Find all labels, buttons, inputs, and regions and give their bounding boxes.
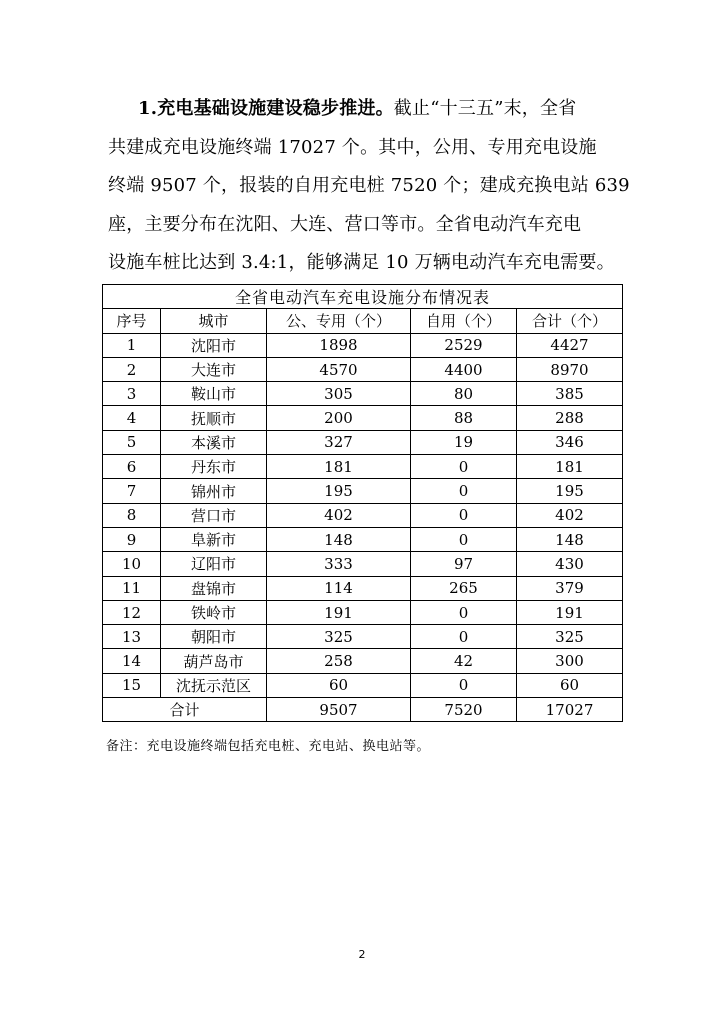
cell-private: 19	[411, 430, 517, 454]
table-row	[103, 406, 623, 430]
cell-index: 11	[103, 576, 161, 600]
cell-private: 0	[411, 455, 517, 479]
cell-private: 97	[411, 552, 517, 576]
cell-index: 3	[103, 382, 161, 406]
cell-city: 铁岭市	[161, 600, 267, 624]
table-row	[103, 673, 623, 697]
cell-index: 6	[103, 455, 161, 479]
cell-index: 13	[103, 625, 161, 649]
cell-public: 402	[267, 503, 411, 527]
charging-facility-table	[102, 284, 623, 722]
cell-total: 191	[517, 600, 623, 624]
cell-private: 0	[411, 503, 517, 527]
cell-public: 148	[267, 527, 411, 551]
cell-city: 丹东市	[161, 455, 267, 479]
table-row	[103, 333, 623, 357]
cell-total: 379	[517, 576, 623, 600]
total-label: 合计	[103, 698, 267, 722]
cell-public: 114	[267, 576, 411, 600]
cell-index: 12	[103, 600, 161, 624]
cell-city: 朝阳市	[161, 625, 267, 649]
cell-total: 385	[517, 382, 623, 406]
paragraph-heading: 1.充电基础设施建设稳步推进。	[138, 98, 394, 119]
table-row	[103, 600, 623, 624]
table-total-row	[103, 698, 623, 722]
cell-total: 325	[517, 625, 623, 649]
cell-city: 阜新市	[161, 527, 267, 551]
page-number: 2	[358, 948, 366, 961]
cell-private: 88	[411, 406, 517, 430]
cell-index: 9	[103, 527, 161, 551]
cell-public: 181	[267, 455, 411, 479]
table-title: 全省电动汽车充电设施分布情况表	[103, 285, 623, 309]
paragraph-line-1	[108, 90, 620, 129]
cell-public: 325	[267, 625, 411, 649]
cell-public: 327	[267, 430, 411, 454]
paragraph-line-3: 终端 9507 个，报装的自用充电桩 7520 个；建成充换电站 639	[108, 175, 630, 196]
cell-index: 10	[103, 552, 161, 576]
cell-total: 60	[517, 673, 623, 697]
paragraph-line-4: 座，主要分布在沈阳、大连、营口等市。全省电动汽车充电	[108, 213, 582, 235]
cell-city: 盘锦市	[161, 576, 267, 600]
cell-city: 抚顺市	[161, 406, 267, 430]
cell-public: 258	[267, 649, 411, 673]
cell-total: 300	[517, 649, 623, 673]
paragraph-line-1-text: 截止“十三五”末，全省	[393, 98, 577, 119]
cell-public: 1898	[267, 333, 411, 357]
table-row	[103, 357, 623, 381]
cell-public: 60	[267, 673, 411, 697]
table-note: 备注：充电设施终端包括充电桩、充电站、换电站等。	[106, 739, 431, 754]
cell-city: 辽阳市	[161, 552, 267, 576]
cell-total: 402	[517, 503, 623, 527]
cell-index: 5	[103, 430, 161, 454]
cell-city: 锦州市	[161, 479, 267, 503]
cell-total: 8970	[517, 357, 623, 381]
cell-index: 7	[103, 479, 161, 503]
table-row	[103, 503, 623, 527]
cell-city: 本溪市	[161, 430, 267, 454]
cell-city: 营口市	[161, 503, 267, 527]
cell-city: 沈阳市	[161, 333, 267, 357]
header-total: 合计（个）	[517, 309, 623, 333]
cell-total: 346	[517, 430, 623, 454]
cell-total: 4427	[517, 333, 623, 357]
cell-index: 14	[103, 649, 161, 673]
cell-private: 80	[411, 382, 517, 406]
table-row	[103, 527, 623, 551]
header-private: 自用（个）	[411, 309, 517, 333]
header-index: 序号	[103, 309, 161, 333]
header-city: 城市	[161, 309, 267, 333]
cell-total: 430	[517, 552, 623, 576]
cell-public: 333	[267, 552, 411, 576]
total-public: 9507	[267, 698, 411, 722]
paragraph-line-5: 设施车桩比达到 3.4:1，能够满足 10 万辆电动汽车充电需要。	[108, 252, 615, 273]
cell-public: 191	[267, 600, 411, 624]
cell-index: 1	[103, 333, 161, 357]
paragraph-line-2: 共建成充电设施终端 17027 个。其中，公用、专用充电设施	[108, 136, 597, 158]
total-sum: 17027	[517, 698, 623, 722]
cell-public: 4570	[267, 357, 411, 381]
cell-private: 0	[411, 600, 517, 624]
total-private: 7520	[411, 698, 517, 722]
cell-city: 鞍山市	[161, 382, 267, 406]
cell-total: 288	[517, 406, 623, 430]
cell-city: 沈抚示范区	[161, 673, 267, 697]
table-row	[103, 649, 623, 673]
cell-private: 265	[411, 576, 517, 600]
table-row	[103, 552, 623, 576]
cell-index: 8	[103, 503, 161, 527]
cell-private: 4400	[411, 357, 517, 381]
cell-index: 2	[103, 357, 161, 381]
table-title-row	[103, 285, 623, 309]
table-row	[103, 455, 623, 479]
cell-public: 305	[267, 382, 411, 406]
intro-paragraph	[108, 90, 630, 283]
cell-private: 0	[411, 673, 517, 697]
table-row	[103, 479, 623, 503]
table-row	[103, 430, 623, 454]
header-public: 公、专用（个）	[267, 309, 411, 333]
cell-private: 42	[411, 649, 517, 673]
table-row	[103, 576, 623, 600]
table-header-row	[103, 309, 623, 333]
table-row	[103, 625, 623, 649]
cell-index: 15	[103, 673, 161, 697]
cell-index: 4	[103, 406, 161, 430]
cell-total: 181	[517, 455, 623, 479]
cell-private: 0	[411, 479, 517, 503]
cell-private: 0	[411, 527, 517, 551]
cell-total: 148	[517, 527, 623, 551]
cell-total: 195	[517, 479, 623, 503]
cell-public: 195	[267, 479, 411, 503]
cell-city: 葫芦岛市	[161, 649, 267, 673]
cell-city: 大连市	[161, 357, 267, 381]
cell-public: 200	[267, 406, 411, 430]
table-row	[103, 382, 623, 406]
cell-private: 0	[411, 625, 517, 649]
cell-private: 2529	[411, 333, 517, 357]
